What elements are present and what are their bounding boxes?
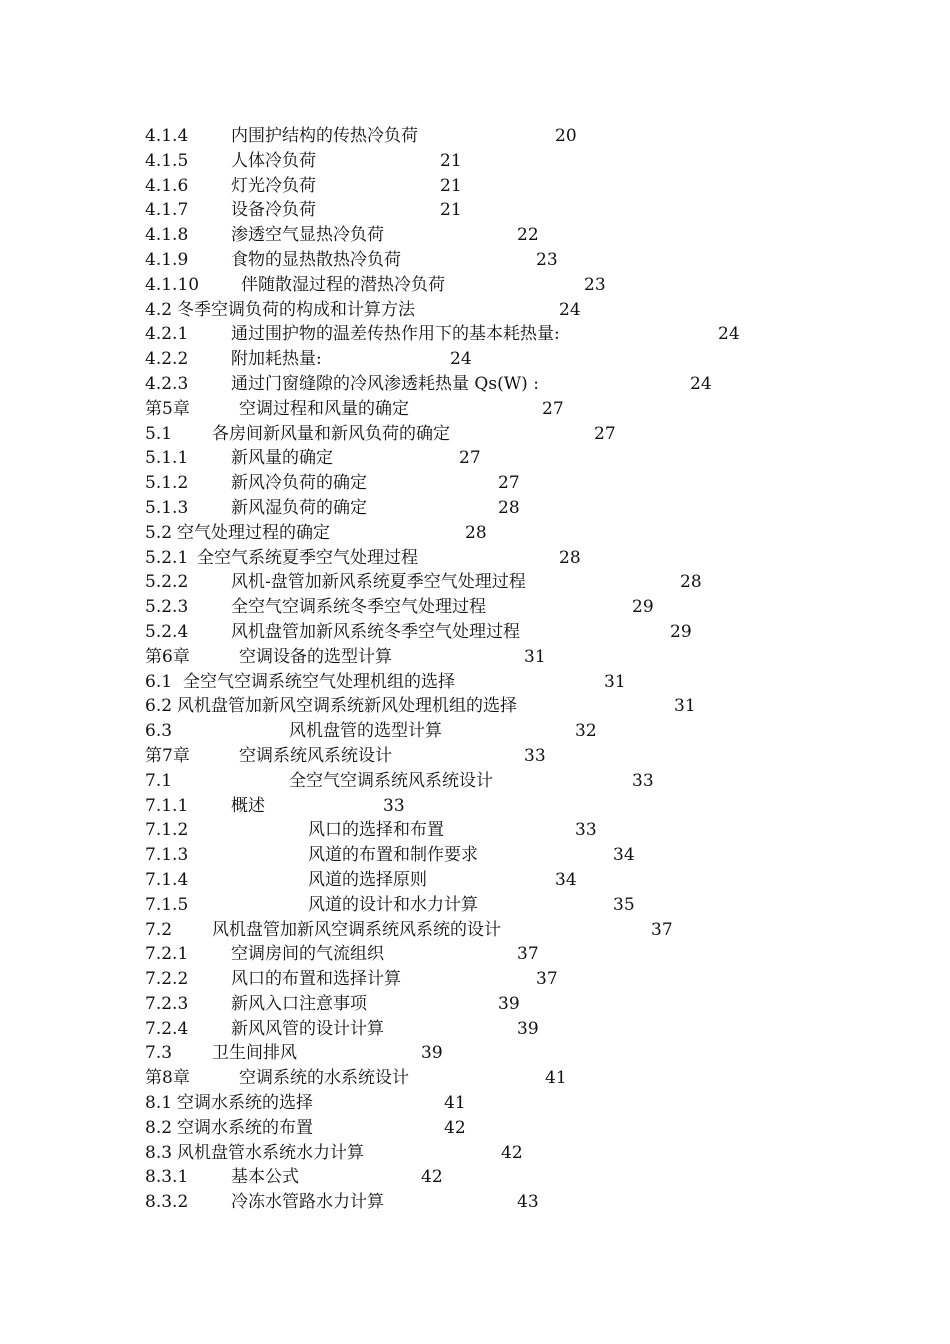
toc-entry-number: 4.1.6 xyxy=(145,175,189,196)
toc-entry-title: 伴随散湿过程的潜热冷负荷 xyxy=(241,274,445,295)
toc-entry-title: 新风冷负荷的确定 xyxy=(231,473,367,494)
toc-entry-number: 4.1.7 xyxy=(145,200,189,221)
toc-entry-title: 卫生间排风 xyxy=(212,1043,297,1064)
toc-entry-page: 31 xyxy=(674,696,696,717)
toc-entry-number: 5.1.3 xyxy=(145,497,189,518)
toc-entry-number: 6.1 xyxy=(145,671,173,692)
toc-entry xyxy=(145,248,905,273)
toc-entry-page: 39 xyxy=(517,1018,539,1039)
toc-entry xyxy=(145,223,905,248)
toc-entry xyxy=(145,273,905,298)
toc-entry xyxy=(145,942,905,967)
toc-entry-title: 冷冻水管路水力计算 xyxy=(231,1192,384,1213)
toc-entry-page: 31 xyxy=(604,671,626,692)
toc-entry-number: 5.2 xyxy=(145,522,173,543)
toc-entry-page: 34 xyxy=(555,869,577,890)
toc-entry-number: 6.3 xyxy=(145,721,173,742)
toc-entry-page: 24 xyxy=(718,324,740,345)
toc-entry-title: 空调水系统的选择 xyxy=(177,1093,313,1114)
toc-entry-number: 5.2.2 xyxy=(145,572,189,593)
toc-entry-title: 空调系统的水系统设计 xyxy=(239,1068,409,1089)
toc-entry-page: 23 xyxy=(584,274,606,295)
toc-entry-title: 风口的选择和布置 xyxy=(308,820,444,841)
toc-entry-number: 7.2.1 xyxy=(145,944,189,965)
toc-entry xyxy=(145,1041,905,1066)
toc-entry-page: 39 xyxy=(498,993,520,1014)
toc-entry-page: 33 xyxy=(575,820,597,841)
toc-entry xyxy=(145,967,905,992)
toc-entry-title: 基本公式 xyxy=(231,1167,299,1188)
toc-entry xyxy=(145,521,905,546)
toc-entry-page: 42 xyxy=(421,1167,443,1188)
toc-entry xyxy=(145,595,905,620)
toc-entry-title: 风道的选择原则 xyxy=(308,869,427,890)
toc-entry-number: 4.1.5 xyxy=(145,150,189,171)
toc-entry-title: 全空气空调系统风系统设计 xyxy=(289,770,493,791)
toc-entry-title: 风机盘管加新风空调系统新风处理机组的选择 xyxy=(177,696,517,717)
toc-entry-page: 22 xyxy=(517,225,539,246)
toc-entry-number: 第8章 xyxy=(145,1068,190,1089)
toc-entry xyxy=(145,620,905,645)
toc-entry-page: 28 xyxy=(680,572,702,593)
toc-entry-page: 37 xyxy=(517,944,539,965)
toc-entry-number: 5.1 xyxy=(145,423,173,444)
toc-entry xyxy=(145,670,905,695)
toc-entry-title: 概述 xyxy=(231,795,265,816)
toc-entry-page: 33 xyxy=(524,745,546,766)
toc-entry-number: 4.2.3 xyxy=(145,373,189,394)
toc-entry xyxy=(145,1091,905,1116)
toc-entry-number: 7.1 xyxy=(145,770,173,791)
toc-entry-number: 第5章 xyxy=(145,398,190,419)
toc-entry-number: 4.2.1 xyxy=(145,324,189,345)
toc-entry xyxy=(145,843,905,868)
toc-entry-page: 41 xyxy=(444,1093,466,1114)
toc-entry xyxy=(145,918,905,943)
toc-entry-page: 32 xyxy=(575,721,597,742)
toc-entry-page: 33 xyxy=(632,770,654,791)
toc-entry xyxy=(145,818,905,843)
toc-entry-title: 新风风管的设计计算 xyxy=(231,1018,384,1039)
toc-entry-number: 7.1.5 xyxy=(145,894,189,915)
toc-entry-page: 24 xyxy=(690,373,712,394)
toc-entry xyxy=(145,174,905,199)
toc-entry-title: 食物的显热散热冷负荷 xyxy=(231,249,401,270)
toc-entry-title: 通过围护物的温差传热作用下的基本耗热量: xyxy=(231,324,560,345)
toc-entry-page: 27 xyxy=(498,473,520,494)
toc-entry-title: 新风入口注意事项 xyxy=(231,993,367,1014)
toc-entry-number: 第6章 xyxy=(145,646,190,667)
toc-entry-number: 5.2.1 xyxy=(145,547,189,568)
toc-entry-title: 空调房间的气流组织 xyxy=(231,944,384,965)
toc-entry xyxy=(145,893,905,918)
toc-entry xyxy=(145,496,905,521)
toc-entry-page: 29 xyxy=(670,621,692,642)
toc-entry xyxy=(145,694,905,719)
toc-entry-number: 8.2 xyxy=(145,1117,173,1138)
toc-entry-number: 5.2.4 xyxy=(145,621,189,642)
toc-entry xyxy=(145,744,905,769)
toc-entry xyxy=(145,868,905,893)
toc-entry-number: 5.2.3 xyxy=(145,597,189,618)
toc-entry-title: 内围护结构的传热冷负荷 xyxy=(231,126,418,146)
toc-entry-page: 28 xyxy=(498,497,520,518)
toc-entry-page: 20 xyxy=(555,126,577,146)
toc-entry-page: 31 xyxy=(524,646,546,667)
toc-entry-number: 4.2 xyxy=(145,299,173,320)
toc-entry-number: 7.2.2 xyxy=(145,969,189,990)
toc-entry xyxy=(145,298,905,323)
toc-entry-page: 27 xyxy=(459,448,481,469)
toc-entry-number: 4.1.8 xyxy=(145,225,189,246)
toc-entry-page: 24 xyxy=(559,299,581,320)
toc-entry-number: 7.1.1 xyxy=(145,795,189,816)
toc-entry-page: 29 xyxy=(632,597,654,618)
toc-entry-page: 42 xyxy=(501,1142,523,1163)
toc-entry-page: 21 xyxy=(440,175,462,196)
toc-entry-number: 5.1.2 xyxy=(145,473,189,494)
toc-entry-page: 23 xyxy=(536,249,558,270)
toc-entry xyxy=(145,372,905,397)
toc-entry-page: 37 xyxy=(536,969,558,990)
toc-entry xyxy=(145,124,905,149)
toc-entry xyxy=(145,546,905,571)
toc-entry-title: 附加耗热量: xyxy=(231,349,322,370)
toc-entry-title: 风机盘管的选型计算 xyxy=(289,721,442,742)
toc-entry-page: 37 xyxy=(651,919,673,940)
toc-entry-title: 各房间新风量和新风负荷的确定 xyxy=(212,423,450,444)
toc-entry xyxy=(145,992,905,1017)
toc-entry xyxy=(145,769,905,794)
toc-entry-title: 风机盘管加新风空调系统风系统的设计 xyxy=(212,919,501,940)
toc-entry xyxy=(145,198,905,223)
toc-entry-number: 7.2.4 xyxy=(145,1018,189,1039)
toc-entry-title: 新风湿负荷的确定 xyxy=(231,497,367,518)
toc-entry xyxy=(145,719,905,744)
toc-entry-page: 42 xyxy=(444,1117,466,1138)
toc-entry-title: 冬季空调负荷的构成和计算方法 xyxy=(177,299,415,320)
toc-entry-title: 风道的设计和水力计算 xyxy=(308,894,478,915)
toc-entry-title: 新风量的确定 xyxy=(231,448,333,469)
toc-entry xyxy=(145,471,905,496)
toc-entry-page: 33 xyxy=(383,795,405,816)
toc-entry-title: 空调水系统的布置 xyxy=(177,1117,313,1138)
toc-entry-number: 7.2 xyxy=(145,919,173,940)
toc-entry-number: 4.1.9 xyxy=(145,249,189,270)
toc-entry xyxy=(145,1141,905,1166)
toc-entry-page: 43 xyxy=(517,1192,539,1213)
toc-entry-number: 8.3.2 xyxy=(145,1192,189,1213)
toc-entry-title: 风机盘管水系统水力计算 xyxy=(177,1142,364,1163)
toc-entry-number: 6.2 xyxy=(145,696,173,717)
toc-entry-page: 28 xyxy=(559,547,581,568)
toc-entry-page: 35 xyxy=(613,894,635,915)
toc-entry-title: 风道的布置和制作要求 xyxy=(308,845,478,866)
toc-entry-page: 24 xyxy=(450,349,472,370)
toc-entry xyxy=(145,347,905,372)
toc-entry-title: 设备冷负荷 xyxy=(231,200,316,221)
toc-entry xyxy=(145,322,905,347)
toc-entry-title: 风机-盘管加新风系统夏季空气处理过程 xyxy=(231,572,526,593)
toc-entry-page: 21 xyxy=(440,200,462,221)
toc-entry-title: 灯光冷负荷 xyxy=(231,175,316,196)
toc-entry-title: 风口的布置和选择计算 xyxy=(231,969,401,990)
toc-entry xyxy=(145,1190,905,1215)
toc-entry-title: 空调设备的选型计算 xyxy=(239,646,392,667)
toc-entry-title: 人体冷负荷 xyxy=(231,150,316,171)
toc-entry xyxy=(145,149,905,174)
toc-entry-number: 7.1.2 xyxy=(145,820,189,841)
toc-entry-page: 34 xyxy=(613,845,635,866)
toc-entry-title: 空调过程和风量的确定 xyxy=(239,398,409,419)
table-of-contents xyxy=(145,124,905,1215)
toc-entry-number: 8.3.1 xyxy=(145,1167,189,1188)
toc-entry-title: 空调系统风系统设计 xyxy=(239,745,392,766)
toc-entry xyxy=(145,446,905,471)
toc-entry-number: 8.1 xyxy=(145,1093,173,1114)
toc-entry-title: 风机盘管加新风系统冬季空气处理过程 xyxy=(231,621,520,642)
toc-entry-number: 5.1.1 xyxy=(145,448,189,469)
toc-entry-number: 第7章 xyxy=(145,745,190,766)
toc-entry xyxy=(145,422,905,447)
toc-entry xyxy=(145,1165,905,1190)
toc-entry-number: 4.1.4 xyxy=(145,126,189,146)
toc-entry xyxy=(145,397,905,422)
toc-entry-number: 7.2.3 xyxy=(145,993,189,1014)
toc-entry-number: 4.2.2 xyxy=(145,349,189,370)
toc-entry-number: 7.1.4 xyxy=(145,869,189,890)
toc-entry xyxy=(145,794,905,819)
toc-entry-page: 27 xyxy=(542,398,564,419)
toc-entry xyxy=(145,1066,905,1091)
toc-entry-number: 8.3 xyxy=(145,1142,173,1163)
toc-entry xyxy=(145,645,905,670)
toc-entry-page: 28 xyxy=(465,522,487,543)
toc-entry xyxy=(145,1017,905,1042)
toc-entry-title: 全空气空调系统空气处理机组的选择 xyxy=(183,671,455,692)
toc-entry xyxy=(145,1116,905,1141)
toc-entry-title: 渗透空气显热冷负荷 xyxy=(231,225,384,246)
toc-entry-page: 21 xyxy=(440,150,462,171)
toc-entry-number: 4.1.10 xyxy=(145,274,200,295)
toc-entry-title: 通过门窗缝隙的冷风渗透耗热量 Qs(W) : xyxy=(231,373,539,394)
toc-entry-title: 空气处理过程的确定 xyxy=(177,522,330,543)
toc-entry xyxy=(145,570,905,595)
toc-entry-page: 41 xyxy=(545,1068,567,1089)
toc-entry-page: 39 xyxy=(421,1043,443,1064)
toc-entry-title: 全空气空调系统冬季空气处理过程 xyxy=(231,597,486,618)
toc-entry-page: 27 xyxy=(594,423,616,444)
toc-entry-title: 全空气系统夏季空气处理过程 xyxy=(197,547,418,568)
toc-entry-number: 7.3 xyxy=(145,1043,173,1064)
toc-entry-number: 7.1.3 xyxy=(145,845,189,866)
